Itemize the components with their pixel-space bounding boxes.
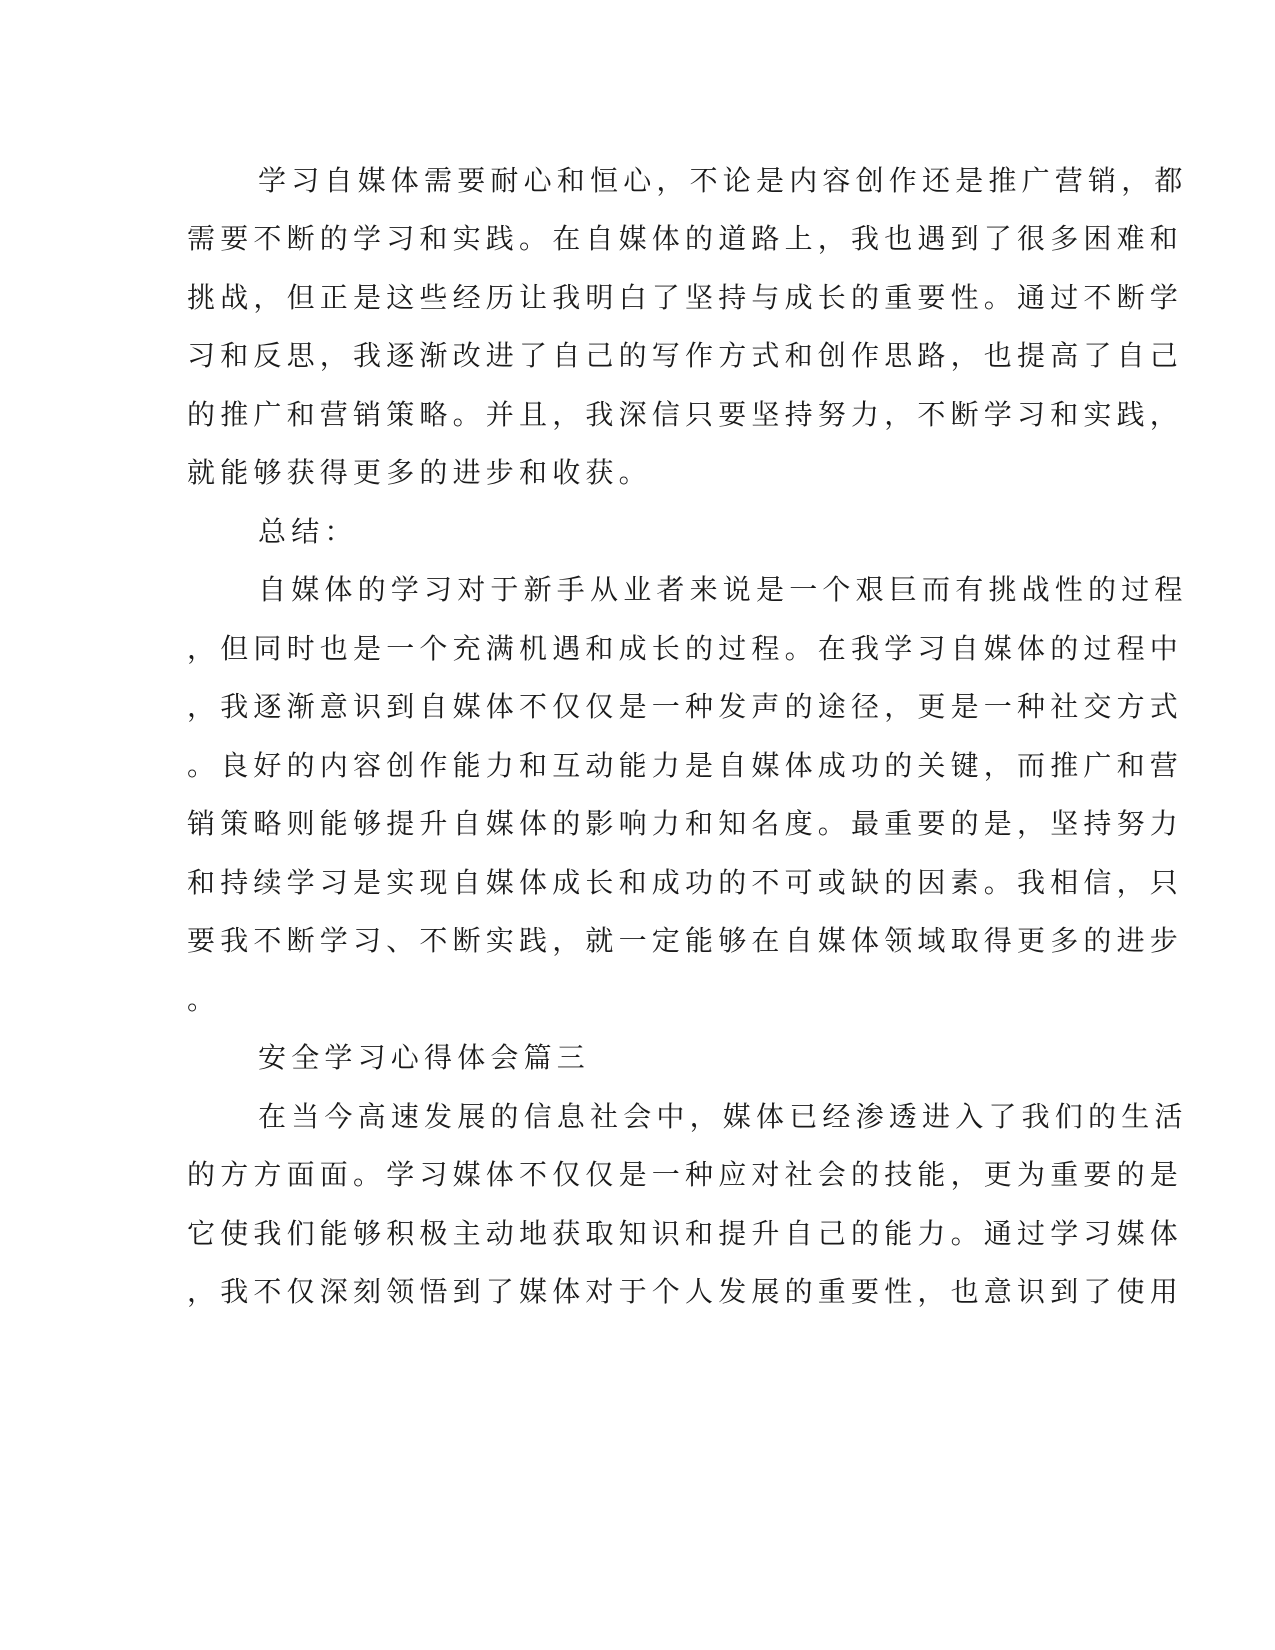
text-line: ，但同时也是一个充满机遇和成长的过程。在我学习自媒体的过程中 bbox=[187, 632, 1184, 665]
text-line: 挑战，但正是这些经历让我明白了坚持与成长的重要性。通过不断学 bbox=[187, 281, 1184, 314]
text-line: 需要不断的学习和实践。在自媒体的道路上，我也遇到了很多困难和 bbox=[187, 222, 1184, 255]
text-line: 习和反思，我逐渐改进了自己的写作方式和创作思路，也提高了自己 bbox=[187, 339, 1184, 372]
text-line: 在当今高速发展的信息社会中，媒体已经渗透进入了我们的生活 bbox=[258, 1100, 1188, 1133]
text-line: ，我不仅深刻领悟到了媒体对于个人发展的重要性，也意识到了使用 bbox=[187, 1275, 1184, 1308]
text-line: 。良好的内容创作能力和互动能力是自媒体成功的关键，而推广和营 bbox=[187, 749, 1184, 782]
section-heading: 安全学习心得体会篇三 bbox=[258, 1041, 591, 1074]
text-line: 和持续学习是实现自媒体成长和成功的不可或缺的因素。我相信，只 bbox=[187, 866, 1184, 899]
text-line: 它使我们能够积极主动地获取知识和提升自己的能力。通过学习媒体 bbox=[187, 1217, 1184, 1250]
text-line: 自媒体的学习对于新手从业者来说是一个艰巨而有挑战性的过程 bbox=[258, 573, 1188, 606]
text-line: 的推广和营销策略。并且，我深信只要坚持努力，不断学习和实践， bbox=[187, 398, 1184, 431]
text-line: 销策略则能够提升自媒体的影响力和知名度。最重要的是，坚持努力 bbox=[187, 807, 1184, 840]
section-heading: 总结： bbox=[258, 515, 358, 548]
text-line: ，我逐渐意识到自媒体不仅仅是一种发声的途径，更是一种社交方式 bbox=[187, 690, 1184, 723]
text-line: 要我不断学习、不断实践，就一定能够在自媒体领域取得更多的进步 bbox=[187, 924, 1184, 957]
text-line: 的方方面面。学习媒体不仅仅是一种应对社会的技能，更为重要的是 bbox=[187, 1158, 1184, 1191]
text-line: 。 bbox=[187, 983, 221, 1016]
text-line: 就能够获得更多的进步和收获。 bbox=[187, 456, 652, 489]
text-line: 学习自媒体需要耐心和恒心，不论是内容创作还是推广营销，都 bbox=[258, 164, 1188, 197]
